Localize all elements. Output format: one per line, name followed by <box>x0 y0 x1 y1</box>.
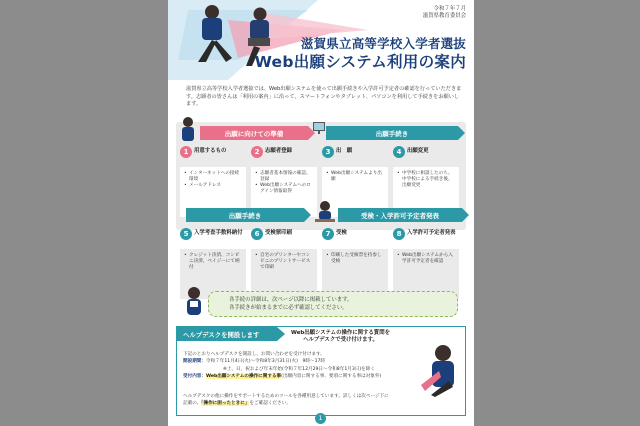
step-1-item: • メールアドレス <box>184 183 242 189</box>
student-illustration <box>182 286 206 318</box>
content-highlight: Web出願システムの操作に関する事 <box>205 374 282 380</box>
step-1-item: • インターネットへの接続環境 <box>184 171 242 183</box>
document-page <box>168 0 474 426</box>
helpdesk-callout <box>291 330 390 344</box>
student-desk-icon <box>314 200 336 224</box>
helpdesk-section <box>176 326 466 416</box>
title-line-1: 滋賀県立高等学校入学者選抜 <box>300 36 466 51</box>
footnote-highlight: 「操作に困ったときに」 <box>201 401 250 406</box>
step-1-title: 用意するもの <box>194 148 227 154</box>
title-line-2: Web出願システム利用の案内 <box>254 53 466 71</box>
period-note: ※土、日、祝および年末年始(令和７年12月29日～令和8年1月3日)を除く <box>223 366 375 372</box>
stage-band-prep <box>200 126 308 140</box>
step-2-number: 2 <box>251 146 263 158</box>
step-8-title: 入学許可予定者発表 <box>407 230 456 236</box>
period-label: 開設期間： <box>183 359 206 365</box>
helpdesk-body <box>183 351 403 381</box>
monitor-icon <box>312 118 326 140</box>
stage-band-apply <box>326 126 458 140</box>
stage-band-apply-label: 出願手続き <box>375 129 409 138</box>
step-6-number: 6 <box>251 228 263 240</box>
callout-line-1: Web出願システムの操作に関する質問を <box>291 330 390 336</box>
step-7-number: 7 <box>322 228 334 240</box>
helpdesk-lead: 下記のとおりヘルプデスクを開設し、お問い合わせを受け付けます。 <box>183 352 325 357</box>
callout-line-2: ヘルプデスクで受け付けます。 <box>303 337 378 343</box>
stage-band-apply-2-label: 出願手続き <box>228 211 262 220</box>
step-3-title: 出 願 <box>336 148 353 154</box>
step-7-title: 受検 <box>336 230 347 236</box>
step-7-item: • 印刷した受検票を持参し受検 <box>326 253 384 265</box>
step-3-item: • Web出願システムより出願 <box>326 171 384 183</box>
stage-band-result <box>338 208 462 222</box>
step-6-title: 受検票印刷 <box>265 230 292 236</box>
step-1-number: 1 <box>180 146 192 158</box>
helpdesk-footnote <box>183 393 423 407</box>
step-2-item: • 志願者基本情報の確認、登録 <box>255 171 313 183</box>
helpdesk-tab <box>177 327 277 341</box>
step-5-item: • クレジット決済、コンビニ決済、ペイジーにて納付 <box>184 253 242 271</box>
helpdesk-staff-illustration <box>419 341 461 397</box>
step-8-item: • Web出願システムから入学許可予定者を確認 <box>397 253 455 265</box>
stage-band-apply-2 <box>186 208 304 222</box>
content-rest: (出願内容に関する事、要項に関する事は対象外) <box>281 374 382 380</box>
step-4-item: • 中学校に相談したのち、中学校による手続き後、出願変更 <box>397 171 455 189</box>
stage-panel-bottom <box>176 208 466 290</box>
step-3-number: 3 <box>322 146 334 158</box>
helpdesk-tab-label: ヘルプデスクを開設します <box>183 330 260 339</box>
step-2-title: 志願者登録 <box>265 148 292 154</box>
step-2-item: • Web出願システムへのログイン情報取得 <box>255 183 313 195</box>
person-icon <box>178 116 198 142</box>
step-6-item: • 自宅のプリンターやコンビニのプリントサービスで印刷 <box>255 253 313 271</box>
issuer-text: 滋賀県教育委員会 <box>422 13 466 19</box>
stage-band-result-label: 受検・入学許可予定者発表 <box>361 211 439 220</box>
step-5-number: 5 <box>180 228 192 240</box>
step-4-number: 4 <box>393 146 405 158</box>
notice-line-1: 各手続の詳細は、次ページ以降に掲載しています。 <box>229 297 353 303</box>
footnote-line-1: ヘルプデスクの他に操作をサポートするためのツールを各種用意しています。詳しくは次ページ下に <box>183 394 389 399</box>
page-number: 1 <box>315 413 326 424</box>
notice-line-2: 各手続きが始まるまでに必ず確認してください。 <box>229 305 348 311</box>
step-8-number: 8 <box>393 228 405 240</box>
stage-band-prep-label: 出願に向けての準備 <box>224 129 284 138</box>
notice-box <box>208 291 458 317</box>
content-label: 受付内容： <box>183 374 206 380</box>
footnote-post: をご確認ください。 <box>249 401 291 406</box>
issue-date <box>423 6 466 20</box>
date-text: 令和７年７月 <box>433 6 466 12</box>
step-5-title: 入学考査手数料納付 <box>194 230 243 236</box>
intro-paragraph: 滋賀県立高等学校入学者選抜では、Web出願システムを使って出願手続きや入学許可予定者の確認を行っていただきます。志願者の皆さんは「利用の案内」に沿って、スマートフォンやタブレット、パソコンを利用して手続きをお願いします。 <box>186 86 462 108</box>
footnote-pre: 記載の、 <box>183 401 202 406</box>
period-value: 令和７年11月4日(火)～令和8年3月31日(火) 9時～17時 <box>205 359 326 365</box>
step-4-title: 出願変更 <box>407 148 429 154</box>
